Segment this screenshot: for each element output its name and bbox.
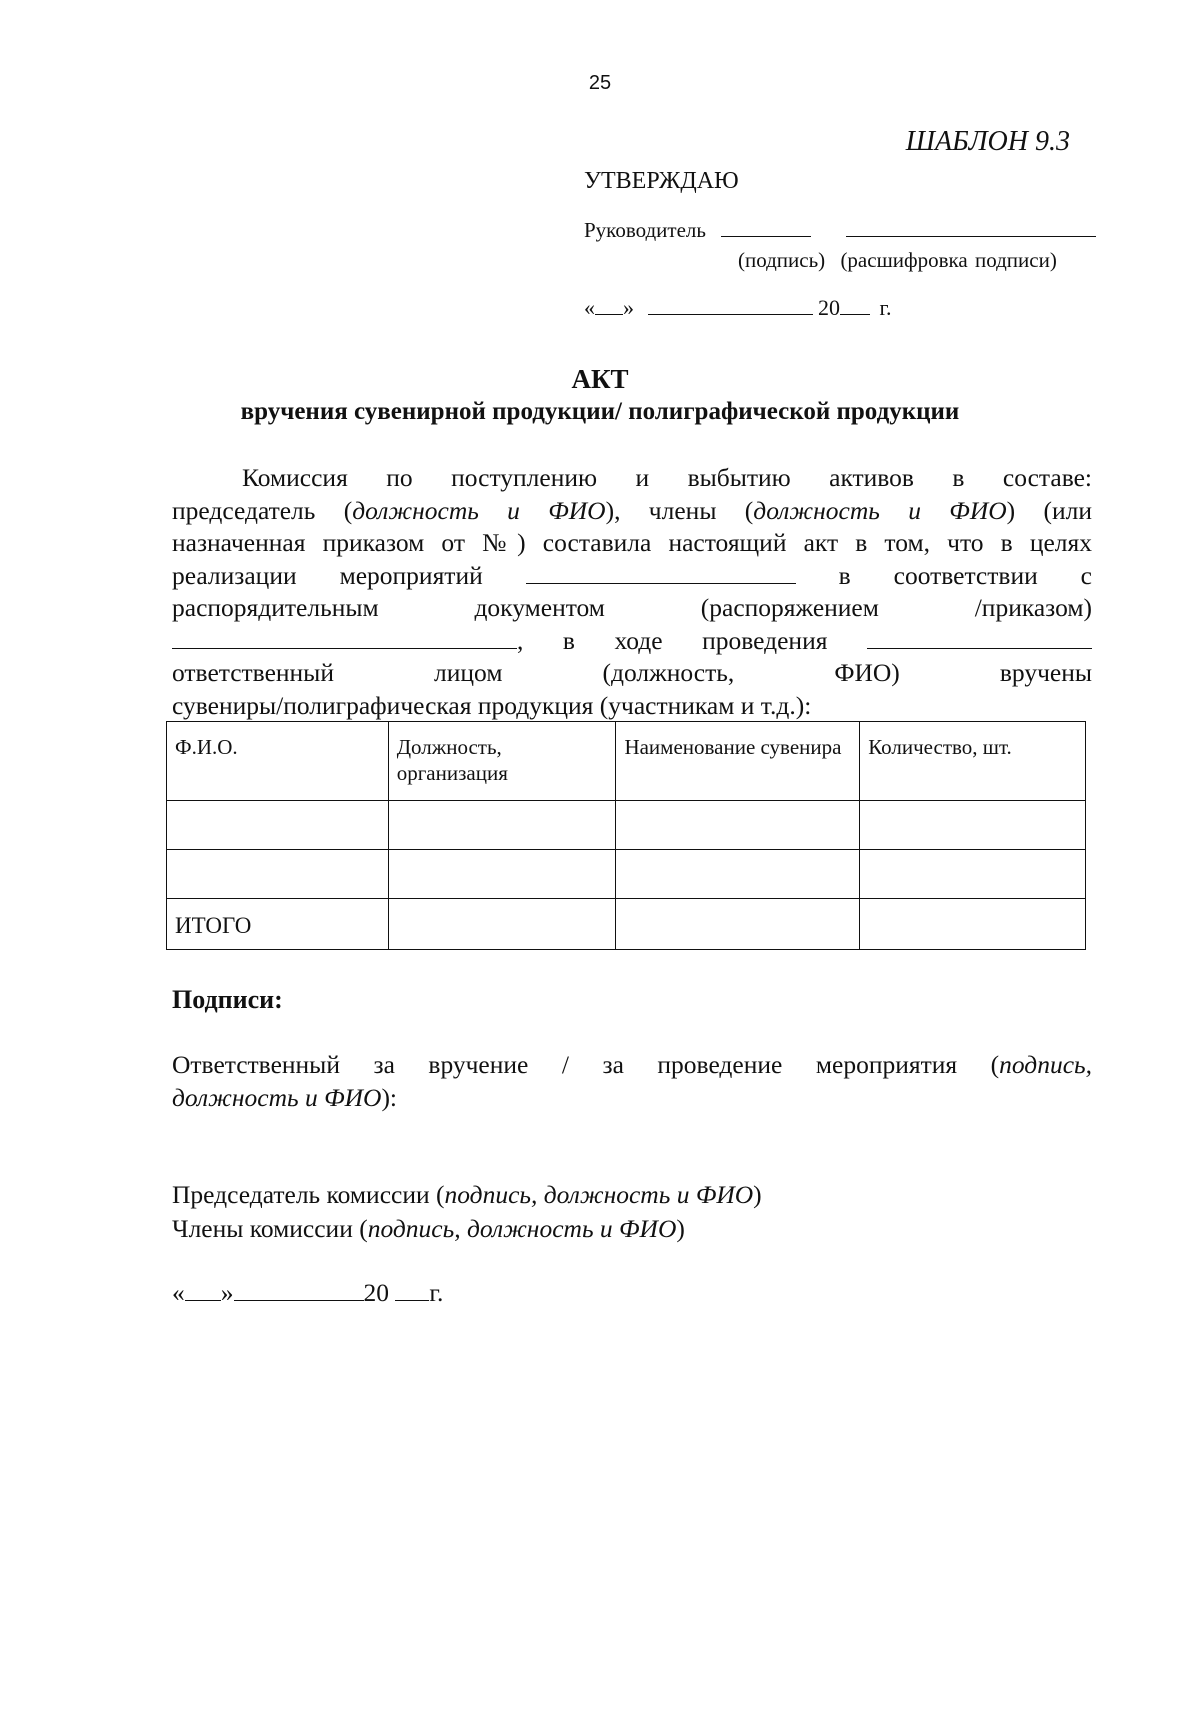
members-signature: Члены комиссии (подпись, должность и ФИО)	[172, 1214, 685, 1243]
month-blank	[648, 313, 813, 315]
signature-caption: (подпись)	[738, 248, 826, 272]
table-cell	[388, 801, 616, 850]
table-row	[167, 801, 1086, 850]
approval-date	[584, 295, 892, 321]
body-line-1: Комиссия по поступлению и выбытию активов в составе:	[242, 463, 1092, 492]
year-blank	[395, 1299, 429, 1301]
body-line-2: председатель (должность и ФИО), члены (должность и ФИО) (или	[172, 495, 1092, 525]
table-header-row	[167, 722, 1086, 801]
body-line-6: , в ходе проведения	[172, 625, 1092, 658]
act-body	[172, 462, 1092, 722]
day-blank	[595, 313, 623, 315]
body-line-4: реализации мероприятий в соответствии с	[172, 560, 1092, 590]
table-cell	[860, 899, 1086, 950]
document-title: АКТ	[571, 364, 629, 394]
table-cell	[616, 899, 860, 950]
total-label: ИТОГО	[167, 899, 389, 950]
date-close-quote: »	[623, 295, 634, 320]
table-cell	[616, 850, 860, 899]
page-number: 25	[588, 72, 612, 94]
souvenir-table	[166, 721, 1086, 950]
act-date: « » 20 г.	[172, 1278, 444, 1307]
table-cell	[860, 850, 1086, 899]
body-line-7: ответственный лицом (должность, ФИО) вручены	[172, 658, 1092, 687]
table-cell	[860, 801, 1086, 850]
signatures-heading: Подписи:	[172, 985, 283, 1014]
month-blank	[234, 1299, 364, 1301]
column-header-quantity: Количество, шт.	[860, 722, 1086, 801]
document-subtitle: вручения сувенирной продукции/ полиграфической продукции	[240, 398, 960, 425]
column-header-souvenir: Наименование сувенира	[616, 722, 860, 801]
event-conduct-blank	[867, 626, 1092, 649]
table-cell	[388, 850, 616, 899]
year-blank	[840, 313, 870, 315]
signature-line	[721, 235, 811, 237]
table-cell	[616, 801, 860, 850]
head-signature-row	[584, 218, 1096, 243]
body-line-3: назначенная приказом от №) составила настоящий акт в том, что в целях	[172, 528, 1092, 557]
table-row	[167, 850, 1086, 899]
decoding-caption: (расшифровка подписи)	[840, 248, 1057, 272]
column-header-position: Должность, организация	[388, 722, 616, 801]
chair-signature: Председатель комиссии (подпись, должность и ФИО)	[172, 1180, 762, 1209]
responsible-signature: Ответственный за вручение / за проведение мероприятия (подпись, должность и ФИО):	[172, 1050, 1092, 1112]
template-label: ШАБЛОН 9.3	[905, 126, 1070, 157]
date-year: 20	[818, 295, 840, 320]
head-label: Руководитель	[584, 218, 706, 242]
body-line-5: распорядительным документом (распоряжением /приказом)	[172, 593, 1092, 622]
body-line-8: сувениры/полиграфическая продукция (участникам и т.д.):	[172, 690, 812, 720]
decoding-line	[846, 235, 1096, 237]
document-blank	[172, 626, 517, 649]
day-blank	[185, 1299, 221, 1301]
table-total-row	[167, 899, 1086, 950]
date-suffix: г.	[879, 295, 892, 320]
event-blank	[526, 561, 796, 584]
table-cell	[167, 850, 389, 899]
table-cell	[388, 899, 616, 950]
table-cell	[167, 801, 389, 850]
signature-captions	[738, 248, 1057, 273]
column-header-fio: Ф.И.О.	[167, 722, 389, 801]
approve-heading: УТВЕРЖДАЮ	[584, 168, 739, 194]
date-open-quote: «	[584, 295, 595, 320]
